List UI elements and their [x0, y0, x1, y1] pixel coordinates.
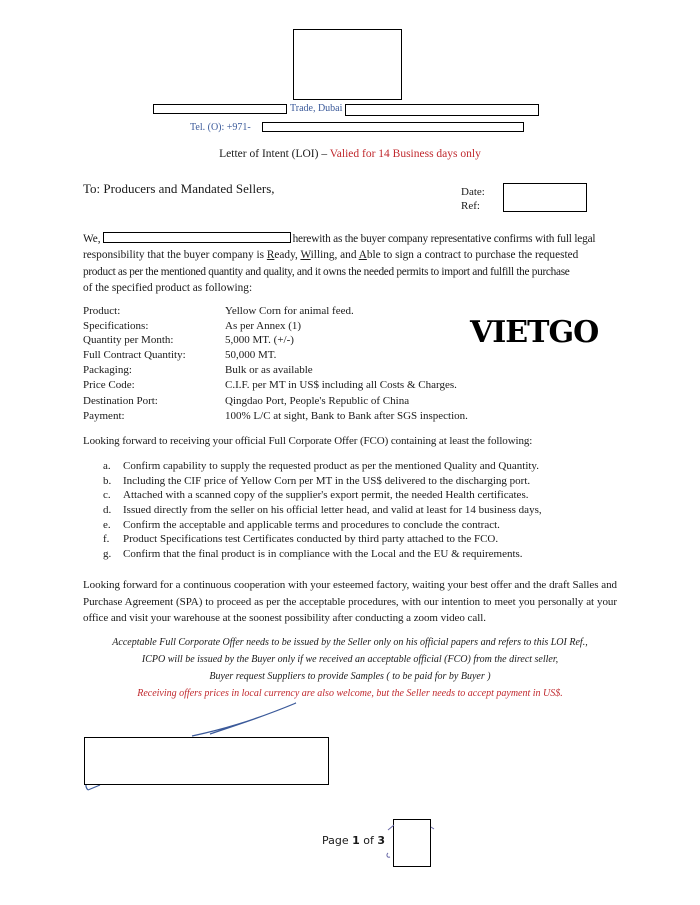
intro-line-2: responsibility that the buyer company is Ready, Willing, and Able to sign a contract to purchase the requested [83, 249, 579, 262]
vietgo-watermark: VIETGO [470, 315, 599, 350]
intro-line-3: product as per the mentioned quantity and quality, and it owns the needed permits to import and fulfill the purchase [83, 265, 570, 278]
spec-row: Price Code: C.I.F. per MT in US$ including all Costs & Charges. [83, 379, 457, 391]
closing-paragraph: Looking forward for a continuous cooperation with your esteemed factory, waiting your best offer and the draft Salles and Purchase Agreement (SPA) to proceed as per the acceptable procedures, with our intention to meet you personally at your office and visit your warehouse at the soonest possibility after conducting a zoom video call. [83, 579, 617, 624]
signature-stroke-3 [88, 785, 100, 790]
current-page: 1 [352, 834, 360, 847]
spec-row: Packaging: Bulk or as available [83, 364, 313, 376]
addressee: To: Producers and Mandated Sellers, [83, 181, 275, 196]
signature-redaction [84, 737, 329, 785]
letterhead-tel: Tel. (O): +971- [190, 122, 251, 133]
title-main: Letter of Intent (LOI) – [219, 148, 330, 160]
address-redaction-left [153, 104, 287, 114]
intro-we: We, [83, 233, 101, 245]
stamp-marks [385, 815, 445, 875]
intro-line1-rest: herewith as the buyer company representative confirms with full legal [292, 233, 596, 245]
note-3: Buyer request Suppliers to provide Samples ( to be paid for by Buyer ) [209, 671, 491, 682]
stamp-stroke-3 [431, 827, 434, 829]
stamp-stroke-1 [388, 825, 394, 830]
stamp-stroke-2 [387, 853, 390, 857]
note-red: Receiving offers prices in local currency are also welcome, but the Seller needs to accept payment in US$. [137, 688, 563, 699]
spec-row: Destination Port: Qingdao Port, People's Republic of China [83, 395, 410, 407]
spec-row: Full Contract Quantity: 50,000 MT. [83, 349, 277, 361]
title-validity: Valied for 14 Business days only [329, 148, 481, 160]
spec-row: Payment: 100% L/C at sight, Bank to Bank after SGS inspection. [83, 410, 468, 422]
intro-line-4: of the specified product as following: [83, 281, 253, 294]
address-redaction-right [345, 104, 539, 116]
ref-label: Ref: [461, 200, 480, 212]
note-2: ICPO will be issued by the Buyer only if we received an acceptable official (FCO) from the direct seller, [141, 654, 559, 665]
tel-redaction [262, 122, 524, 132]
logo-redaction [293, 29, 402, 100]
date-label: Date: [461, 186, 485, 198]
spec-row: Quantity per Month: 5,000 MT. (+/-) [83, 334, 294, 346]
signature-stroke-1 [192, 703, 296, 736]
fco-intro: Looking forward to receiving your official Full Corporate Offer (FCO) containing at least the following: [83, 435, 533, 447]
intro-paragraph [83, 231, 623, 296]
total-pages: 3 [377, 834, 386, 847]
document-title [0, 148, 700, 160]
intro-line-1 [83, 231, 623, 247]
date-ref-redaction [503, 183, 587, 212]
spec-row: Specifications: As per Annex (1) [83, 320, 302, 332]
buyer-name-redaction [103, 232, 291, 243]
spec-row: Product: Yellow Corn for animal feed. [83, 305, 354, 317]
note-1: Acceptable Full Corporate Offer needs to be issued by the Seller only on his official papers and refers to this LOI Ref., [112, 637, 588, 648]
letterhead-address: Trade, Dubai [290, 103, 343, 114]
page-indicator: Page 1 of 3 [322, 834, 386, 847]
